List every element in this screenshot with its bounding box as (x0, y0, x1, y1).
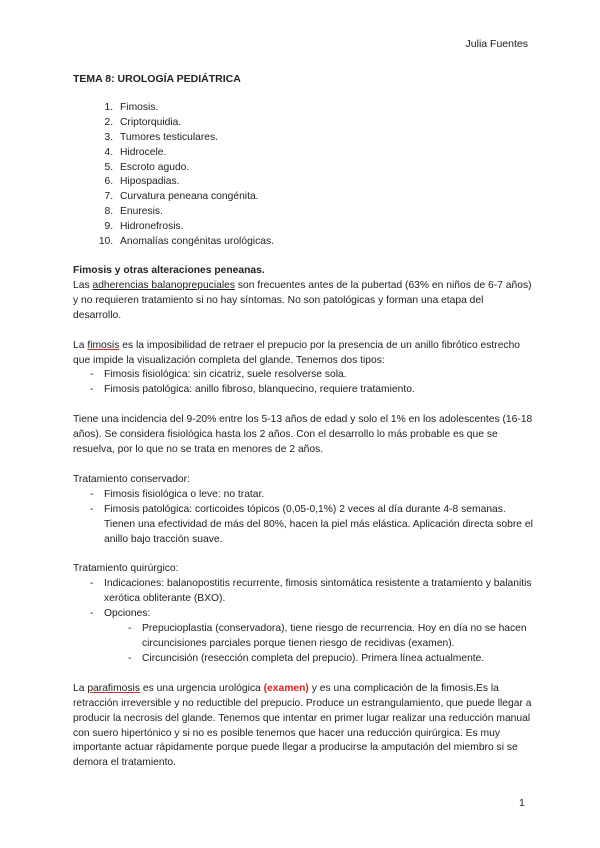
list-item: 7. Curvatura peneana congénita. (116, 190, 533, 205)
list-item: 10. Anomalías congénitas urológicas. (116, 235, 533, 250)
list-item: - Prepucioplastia (conservadora), tiene riesgo de recurrencia. Hoy en día no se hacen circuncisiones parciales porque tienen riesgo de recidivas (examen). (128, 622, 533, 652)
conservative-treatment-label: Tratamiento conservador: (73, 473, 190, 485)
list-item: - Circuncisión (resección completa del prepucio). Primera línea actualmente. (128, 652, 533, 667)
list-item: - Fimosis fisiológica: sin cicatriz, suele resolverse sola. (90, 368, 533, 383)
page-number: 1 (519, 797, 525, 809)
options-label: Opciones: (104, 608, 151, 620)
paragraph-incidence: Tiene una incidencia del 9-20% entre los 5-13 años de edad y solo el 1% en los adolescentes (16-18 años). Se considera fisiológica hasta los 2 años. Con el desarrollo lo más probable es que se resuelva, por lo que no se trata en menores de 2 años. (73, 414, 533, 456)
paragraph-adherencias (73, 279, 533, 324)
list-item: - Fimosis fisiológica o leve: no tratar. (90, 488, 533, 503)
text-run: son frecuentes antes de la pubertad (63% en niños de 6-7 años) y no requieren tratamiento si no hay síntomas. No son patológicas y forman una etapa del desarrollo. (73, 279, 532, 321)
exam-highlight: (examen) (263, 682, 309, 694)
list-item: 5. Escroto agudo. (116, 161, 533, 176)
text-run: Las (73, 279, 93, 291)
paragraph-fimosis-definition (73, 339, 533, 369)
list-item: 8. Enuresis. (116, 205, 533, 220)
text-run: y es una complicación de la fimosis.Es la retracción irreversible y no reductible del prepucio. Produce un estrangulamiento, que puede llegar a producir la necrosis del glande. Tenemos que intentar en primer lugar realizar una reducción manual con suero hipertónico y si no es posible tenemos que hacer una reducción quirúrgica. Es muy importante actuar rápidamente porque puede llegar a producirse la amputación del miembro si se demora el tratamiento. (73, 682, 532, 769)
underlined-term: fimosis (87, 339, 120, 351)
list-item: 9. Hidronefrosis. (116, 220, 533, 235)
text-run: es una urgencia urológica (139, 682, 264, 694)
text-run: La (73, 339, 88, 351)
list-item: - Indicaciones: balanopostitis recurrente, fimosis sintomática resistente a tratamiento y balanitis xerótica obliterante (BXO). (90, 577, 533, 607)
text-run: La (73, 682, 88, 694)
surgical-treatment-list (73, 577, 533, 666)
paragraph-parafimosis (73, 682, 533, 771)
list-item: 2. Criptorquidia. (116, 116, 533, 131)
topic-list (73, 101, 533, 250)
list-item: 1. Fimosis. (116, 101, 533, 116)
fimosis-types-list (73, 368, 533, 398)
document-title: TEMA 8: UROLOGÍA PEDIÁTRICA (73, 73, 241, 85)
text-run: es la imposibilidad de retraer el prepucio por la presencia de un anillo fibrótico estrecho que impide la visualización completa del glande. Tenemos dos tipos: (73, 339, 521, 366)
list-item: 3. Tumores testiculares. (116, 131, 533, 146)
document-body (73, 72, 533, 771)
list-item (90, 607, 533, 667)
section-heading: Fimosis y otras alteraciones peneanas. (73, 264, 265, 276)
list-item: 6. Hipospadias. (116, 175, 533, 190)
surgical-options-list (104, 622, 533, 667)
surgical-treatment-label: Tratamiento quirúrgico: (73, 563, 179, 575)
page-header-author: Julia Fuentes (465, 38, 528, 50)
list-item: 4. Hidrocele. (116, 146, 533, 161)
conservative-treatment-list (73, 488, 533, 548)
underlined-term: parafimosis (87, 682, 140, 694)
list-item: - Fimosis patológica: corticoides tópicos (0,05-0,1%) 2 veces al día durante 4-8 semanas. Tienen una efectividad de más del 80%, hacen la piel más elástica. Aplicación directa sobre el anillo bajo tracción suave. (90, 503, 533, 548)
underlined-term: adherencias balanoprepuciales (92, 279, 236, 291)
list-item: - Fimosis patológica: anillo fibroso, blanquecino, requiere tratamiento. (90, 383, 533, 398)
